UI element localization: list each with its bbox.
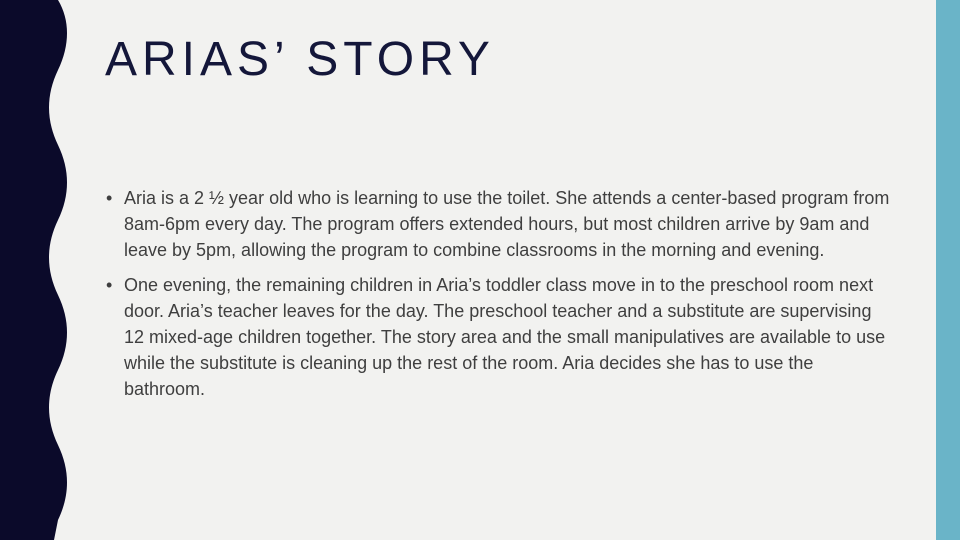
left-wave-shape: [0, 0, 67, 540]
slide-title: ARIAS’ STORY: [105, 33, 495, 86]
bullet-dot: •: [106, 188, 113, 208]
left-wave-decoration: [0, 0, 80, 540]
bullet-text: One evening, the remaining children in Aria’s toddler class move in to the preschool room next door. Aria’s teacher leaves for the day. The preschool teacher and a substitute are supervising 12 mixed-age children together. The story area and the small manipulatives are available to use while the substitute is cleaning up the rest of the room. Aria decides she has to use the bathroom.: [124, 275, 886, 399]
right-accent-bar: [936, 0, 960, 540]
bullet-text: Aria is a 2 ½ year old who is learning to use the toilet. She attends a center-based program from 8am-6pm every day. The program offers extended hours, but most children arrive by 9am and leave by 5pm, allowing the program to combine classrooms in the morning and evening.: [124, 188, 890, 260]
bullet-item: [106, 185, 896, 263]
bullet-dot: •: [106, 275, 113, 295]
bullet-list: [106, 185, 896, 411]
bullet-item: [106, 272, 896, 402]
